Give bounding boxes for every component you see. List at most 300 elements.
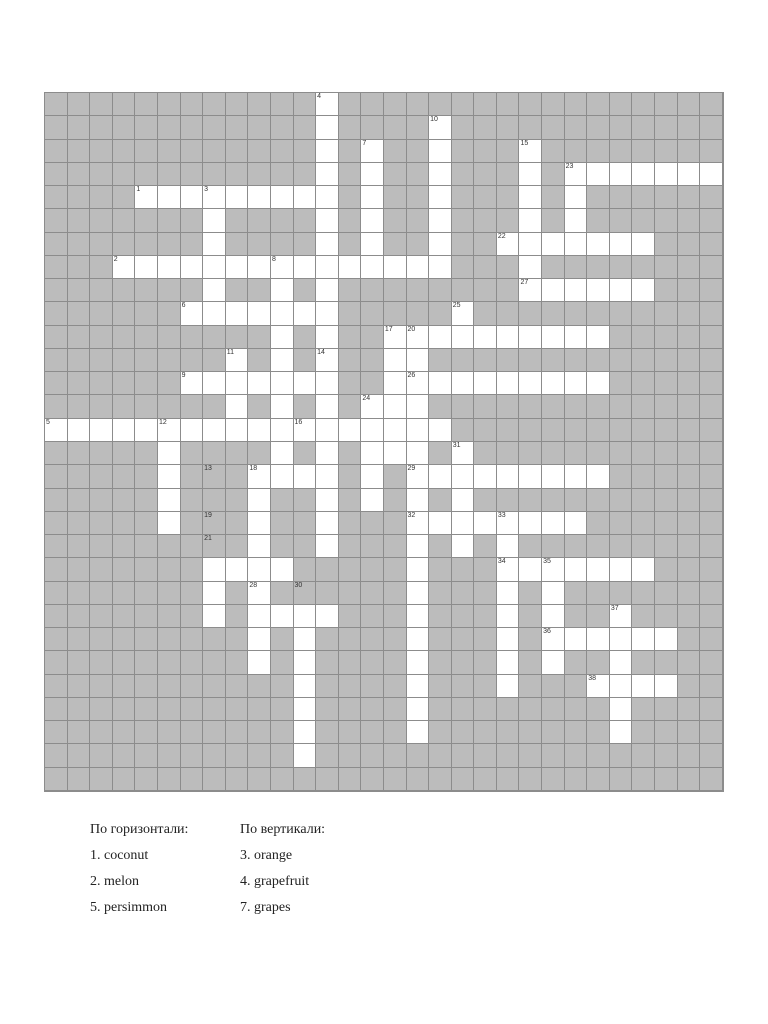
grid-cell-open[interactable] [361,233,384,256]
grid-cell-open[interactable] [316,465,339,488]
grid-cell-open[interactable] [407,651,430,674]
grid-cell-open[interactable] [203,209,226,232]
grid-cell-open[interactable] [587,558,610,581]
grid-cell-blocked [700,349,723,372]
grid-cell-open[interactable] [226,302,249,325]
grid-cell-blocked [158,628,181,651]
grid-cell-blocked [610,768,633,791]
grid-cell-open[interactable] [248,302,271,325]
grid-cell-open[interactable] [542,233,565,256]
grid-cell-open[interactable] [158,419,181,442]
grid-cell-open[interactable] [429,512,452,535]
grid-cell-open[interactable] [407,698,430,721]
grid-cell-open[interactable] [361,163,384,186]
grid-cell-open[interactable] [655,675,678,698]
grid-cell-open[interactable] [68,419,91,442]
grid-cell-blocked [90,744,113,767]
grid-cell-open[interactable] [565,465,588,488]
grid-cell-open[interactable] [248,628,271,651]
grid-cell-blocked [248,279,271,302]
grid-cell-open[interactable] [407,558,430,581]
grid-cell-open[interactable] [632,675,655,698]
grid-cell-open[interactable] [452,465,475,488]
grid-cell-open[interactable] [452,535,475,558]
grid-cell-open[interactable] [587,163,610,186]
grid-cell-open[interactable] [316,163,339,186]
grid-cell-blocked [678,395,701,418]
grid-cell-open[interactable] [407,442,430,465]
grid-cell-open[interactable] [294,372,317,395]
grid-cell-open[interactable] [587,465,610,488]
grid-cell-open[interactable] [429,465,452,488]
grid-cell-blocked [429,279,452,302]
grid-cell-open[interactable] [407,419,430,442]
grid-cell-blocked [632,395,655,418]
grid-cell-open[interactable] [429,326,452,349]
grid-cell-blocked [474,116,497,139]
grid-cell-open[interactable] [519,233,542,256]
grid-cell-open[interactable] [203,372,226,395]
grid-cell-open[interactable] [565,163,588,186]
grid-cell-open[interactable] [361,140,384,163]
grid-cell-open[interactable] [361,209,384,232]
grid-cell-open[interactable] [429,233,452,256]
grid-cell-open[interactable] [565,512,588,535]
grid-cell-open[interactable] [429,163,452,186]
grid-cell-open[interactable] [316,116,339,139]
grid-cell-open[interactable] [407,326,430,349]
grid-cell-open[interactable] [519,186,542,209]
grid-cell-open[interactable] [429,140,452,163]
grid-cell-open[interactable] [248,256,271,279]
grid-cell-open[interactable] [339,419,362,442]
grid-cell-blocked [271,768,294,791]
grid-cell-open[interactable] [632,279,655,302]
grid-cell-open[interactable] [203,256,226,279]
grid-cell-blocked [68,465,91,488]
grid-cell-open[interactable] [497,535,520,558]
grid-cell-blocked [248,326,271,349]
grid-cell-open[interactable] [271,465,294,488]
grid-cell-open[interactable] [519,372,542,395]
grid-cell-open[interactable] [361,489,384,512]
grid-cell-open[interactable] [407,395,430,418]
grid-cell-open[interactable] [542,326,565,349]
grid-cell-open[interactable] [655,628,678,651]
grid-cell-open[interactable] [226,419,249,442]
grid-cell-open[interactable] [226,186,249,209]
grid-cell-blocked [678,465,701,488]
grid-cell-blocked [203,116,226,139]
grid-cell-open[interactable] [452,442,475,465]
grid-cell-open[interactable] [316,512,339,535]
grid-cell-open[interactable] [316,442,339,465]
grid-cell-open[interactable] [294,256,317,279]
grid-cell-open[interactable] [542,465,565,488]
grid-cell-blocked [519,698,542,721]
grid-cell-blocked [158,302,181,325]
grid-cell-open[interactable] [407,512,430,535]
grid-cell-blocked [429,721,452,744]
grid-cell-open[interactable] [294,465,317,488]
grid-cell-open[interactable] [361,465,384,488]
grid-cell-open[interactable] [519,465,542,488]
grid-cell-open[interactable] [271,419,294,442]
grid-cell-open[interactable] [519,140,542,163]
grid-cell-blocked [45,512,68,535]
grid-cell-blocked [316,558,339,581]
grid-cell-open[interactable] [519,512,542,535]
grid-cell-open[interactable] [429,209,452,232]
grid-cell-open[interactable] [181,372,204,395]
grid-cell-open[interactable] [632,163,655,186]
grid-cell-open[interactable] [632,558,655,581]
grid-cell-open[interactable] [316,326,339,349]
grid-cell-open[interactable] [519,209,542,232]
grid-cell-open[interactable] [542,558,565,581]
grid-cell-open[interactable] [248,582,271,605]
grid-cell-open[interactable] [226,372,249,395]
grid-cell-open[interactable] [294,675,317,698]
grid-cell-blocked [542,163,565,186]
grid-cell-open[interactable] [158,442,181,465]
grid-cell-open[interactable] [565,279,588,302]
grid-cell-open[interactable] [452,302,475,325]
clue-number: 17 [384,325,393,333]
grid-cell-open[interactable] [45,419,68,442]
grid-cell-open[interactable] [407,675,430,698]
grid-cell-blocked [519,605,542,628]
grid-cell-open[interactable] [271,256,294,279]
grid-cell-open[interactable] [203,302,226,325]
grid-cell-open[interactable] [407,489,430,512]
grid-cell-open[interactable] [294,605,317,628]
grid-cell-open[interactable] [361,442,384,465]
grid-cell-open[interactable] [474,326,497,349]
grid-cell-open[interactable] [316,186,339,209]
grid-cell-open[interactable] [632,628,655,651]
grid-cell-blocked [294,512,317,535]
grid-cell-open[interactable] [565,558,588,581]
grid-cell-open[interactable] [181,256,204,279]
grid-cell-open[interactable] [700,163,723,186]
grid-cell-open[interactable] [271,302,294,325]
grid-cell-open[interactable] [429,186,452,209]
grid-cell-open[interactable] [384,256,407,279]
grid-cell-open[interactable] [384,395,407,418]
grid-cell-open[interactable] [497,628,520,651]
grid-cell-open[interactable] [316,489,339,512]
grid-cell-blocked [158,93,181,116]
grid-cell-open[interactable] [248,186,271,209]
grid-cell-open[interactable] [294,721,317,744]
grid-cell-open[interactable] [384,442,407,465]
grid-cell-open[interactable] [497,675,520,698]
grid-cell-open[interactable] [565,628,588,651]
grid-cell-open[interactable] [271,279,294,302]
grid-cell-open[interactable] [384,349,407,372]
grid-cell-open[interactable] [203,419,226,442]
grid-cell-blocked [407,116,430,139]
grid-cell-open[interactable] [542,582,565,605]
clue-number: 20 [407,325,416,333]
grid-cell-open[interactable] [316,279,339,302]
grid-cell-open[interactable] [610,628,633,651]
grid-cell-open[interactable] [316,535,339,558]
grid-cell-open[interactable] [294,186,317,209]
grid-cell-open[interactable] [316,349,339,372]
grid-cell-open[interactable] [407,721,430,744]
grid-cell-blocked [474,186,497,209]
grid-cell-open[interactable] [294,302,317,325]
grid-cell-open[interactable] [361,395,384,418]
grid-cell-blocked [181,163,204,186]
grid-cell-open[interactable] [497,465,520,488]
grid-cell-open[interactable] [248,419,271,442]
grid-cell-open[interactable] [542,628,565,651]
grid-cell-open[interactable] [565,186,588,209]
grid-cell-open[interactable] [271,326,294,349]
grid-cell-open[interactable] [452,512,475,535]
grid-cell-blocked [497,256,520,279]
grid-cell-blocked [361,768,384,791]
grid-cell-open[interactable] [407,465,430,488]
grid-cell-open[interactable] [542,372,565,395]
grid-cell-blocked [587,489,610,512]
grid-cell-open[interactable] [497,233,520,256]
grid-cell-open[interactable] [610,233,633,256]
grid-cell-open[interactable] [248,535,271,558]
grid-cell-open[interactable] [587,326,610,349]
grid-cell-open[interactable] [316,233,339,256]
grid-cell-open[interactable] [407,628,430,651]
grid-cell-open[interactable] [316,395,339,418]
grid-cell-blocked [587,140,610,163]
grid-cell-open[interactable] [226,349,249,372]
grid-cell-open[interactable] [181,419,204,442]
grid-cell-open[interactable] [248,651,271,674]
clue-item: 4. grapefruit [240,874,310,889]
grid-cell-blocked [45,628,68,651]
grid-cell-open[interactable] [248,512,271,535]
grid-cell-open[interactable] [361,419,384,442]
grid-cell-open[interactable] [181,186,204,209]
grid-cell-open[interactable] [407,349,430,372]
grid-cell-open[interactable] [158,465,181,488]
grid-cell-open[interactable] [113,256,136,279]
clue-number: 21 [204,535,212,543]
grid-cell-open[interactable] [474,372,497,395]
grid-cell-open[interactable] [248,489,271,512]
grid-cell-blocked [90,140,113,163]
grid-cell-blocked [248,395,271,418]
grid-cell-blocked [113,535,136,558]
grid-cell-open[interactable] [271,395,294,418]
grid-cell-open[interactable] [610,675,633,698]
grid-cell-open[interactable] [384,326,407,349]
clue-number: 1 [136,186,141,194]
grid-cell-open[interactable] [316,256,339,279]
grid-cell-open[interactable] [384,419,407,442]
grid-cell-open[interactable] [203,558,226,581]
grid-cell-open[interactable] [610,651,633,674]
grid-cell-open[interactable] [158,186,181,209]
grid-cell-blocked [339,116,362,139]
grid-cell-open[interactable] [497,582,520,605]
grid-cell-open[interactable] [271,372,294,395]
grid-cell-open[interactable] [271,186,294,209]
grid-cell-blocked [68,163,91,186]
grid-cell-open[interactable] [497,605,520,628]
grid-cell-open[interactable] [587,372,610,395]
grid-cell-open[interactable] [248,558,271,581]
grid-cell-open[interactable] [407,605,430,628]
grid-cell-open[interactable] [361,256,384,279]
grid-cell-open[interactable] [497,512,520,535]
grid-cell-open[interactable] [271,349,294,372]
clue-item: 3. orange [240,848,293,863]
grid-cell-open[interactable] [565,233,588,256]
grid-cell-blocked [452,256,475,279]
grid-cell-open[interactable] [407,256,430,279]
grid-cell-open[interactable] [429,372,452,395]
grid-cell-open[interactable] [294,628,317,651]
grid-cell-blocked [45,163,68,186]
grid-cell-open[interactable] [226,256,249,279]
grid-cell-open[interactable] [203,605,226,628]
grid-cell-open[interactable] [519,256,542,279]
grid-cell-open[interactable] [542,512,565,535]
grid-cell-open[interactable] [497,558,520,581]
grid-cell-open[interactable] [316,209,339,232]
grid-cell-open[interactable] [158,256,181,279]
grid-cell-open[interactable] [294,651,317,674]
grid-cell-open[interactable] [587,628,610,651]
grid-cell-blocked [610,582,633,605]
grid-cell-open[interactable] [181,302,204,325]
grid-cell-open[interactable] [90,419,113,442]
grid-cell-open[interactable] [135,419,158,442]
grid-cell-open[interactable] [316,302,339,325]
grid-cell-open[interactable] [294,419,317,442]
grid-cell-open[interactable] [316,419,339,442]
grid-cell-open[interactable] [271,605,294,628]
grid-cell-open[interactable] [361,186,384,209]
grid-cell-blocked [68,628,91,651]
grid-cell-blocked [565,349,588,372]
grid-cell-blocked [497,116,520,139]
grid-cell-open[interactable] [248,372,271,395]
grid-cell-open[interactable] [497,326,520,349]
grid-cell-open[interactable] [587,675,610,698]
grid-cell-open[interactable] [339,256,362,279]
grid-cell-open[interactable] [587,233,610,256]
grid-cell-open[interactable] [587,279,610,302]
grid-cell-open[interactable] [384,372,407,395]
grid-cell-open[interactable] [565,209,588,232]
grid-cell-open[interactable] [519,163,542,186]
grid-cell-open[interactable] [610,721,633,744]
grid-cell-open[interactable] [203,582,226,605]
grid-cell-blocked [68,116,91,139]
grid-cell-open[interactable] [316,93,339,116]
grid-cell-open[interactable] [497,372,520,395]
grid-cell-open[interactable] [158,512,181,535]
grid-cell-open[interactable] [429,256,452,279]
grid-cell-open[interactable] [610,558,633,581]
grid-cell-blocked [497,768,520,791]
grid-cell-open[interactable] [452,489,475,512]
grid-cell-open[interactable] [158,489,181,512]
grid-cell-open[interactable] [610,698,633,721]
grid-cell-open[interactable] [407,582,430,605]
grid-cell-open[interactable] [519,326,542,349]
grid-cell-open[interactable] [316,372,339,395]
grid-cell-blocked [678,93,701,116]
grid-cell-open[interactable] [248,605,271,628]
grid-cell-open[interactable] [203,279,226,302]
grid-cell-open[interactable] [542,279,565,302]
grid-cell-open[interactable] [519,558,542,581]
grid-cell-blocked [339,628,362,651]
grid-cell-open[interactable] [226,558,249,581]
grid-cell-open[interactable] [113,419,136,442]
grid-cell-open[interactable] [429,419,452,442]
grid-cell-open[interactable] [655,163,678,186]
grid-cell-open[interactable] [610,605,633,628]
grid-cell-open[interactable] [519,279,542,302]
grid-cell-blocked [248,349,271,372]
grid-cell-open[interactable] [610,279,633,302]
grid-cell-open[interactable] [407,535,430,558]
grid-cell-blocked [474,721,497,744]
grid-cell-open[interactable] [429,116,452,139]
grid-cell-blocked [203,326,226,349]
grid-cell-open[interactable] [294,744,317,767]
grid-cell-open[interactable] [135,186,158,209]
grid-cell-open[interactable] [565,326,588,349]
grid-cell-open[interactable] [474,512,497,535]
grid-cell-open[interactable] [565,372,588,395]
grid-cell-open[interactable] [316,605,339,628]
grid-cell-open[interactable] [226,395,249,418]
grid-cell-open[interactable] [497,651,520,674]
grid-cell-open[interactable] [203,233,226,256]
grid-cell-blocked [226,721,249,744]
grid-cell-open[interactable] [542,651,565,674]
grid-cell-open[interactable] [542,605,565,628]
grid-cell-open[interactable] [452,372,475,395]
grid-cell-blocked [339,698,362,721]
grid-cell-open[interactable] [452,326,475,349]
grid-cell-blocked [135,395,158,418]
grid-cell-open[interactable] [407,372,430,395]
grid-cell-open[interactable] [610,163,633,186]
grid-cell-open[interactable] [271,442,294,465]
grid-cell-open[interactable] [271,558,294,581]
grid-cell-blocked [181,93,204,116]
grid-cell-blocked [226,605,249,628]
grid-cell-open[interactable] [632,233,655,256]
grid-cell-open[interactable] [678,163,701,186]
grid-cell-open[interactable] [248,465,271,488]
grid-cell-open[interactable] [316,140,339,163]
grid-cell-blocked [678,628,701,651]
grid-cell-open[interactable] [203,186,226,209]
grid-cell-open[interactable] [294,698,317,721]
grid-cell-open[interactable] [474,465,497,488]
grid-cell-open[interactable] [135,256,158,279]
